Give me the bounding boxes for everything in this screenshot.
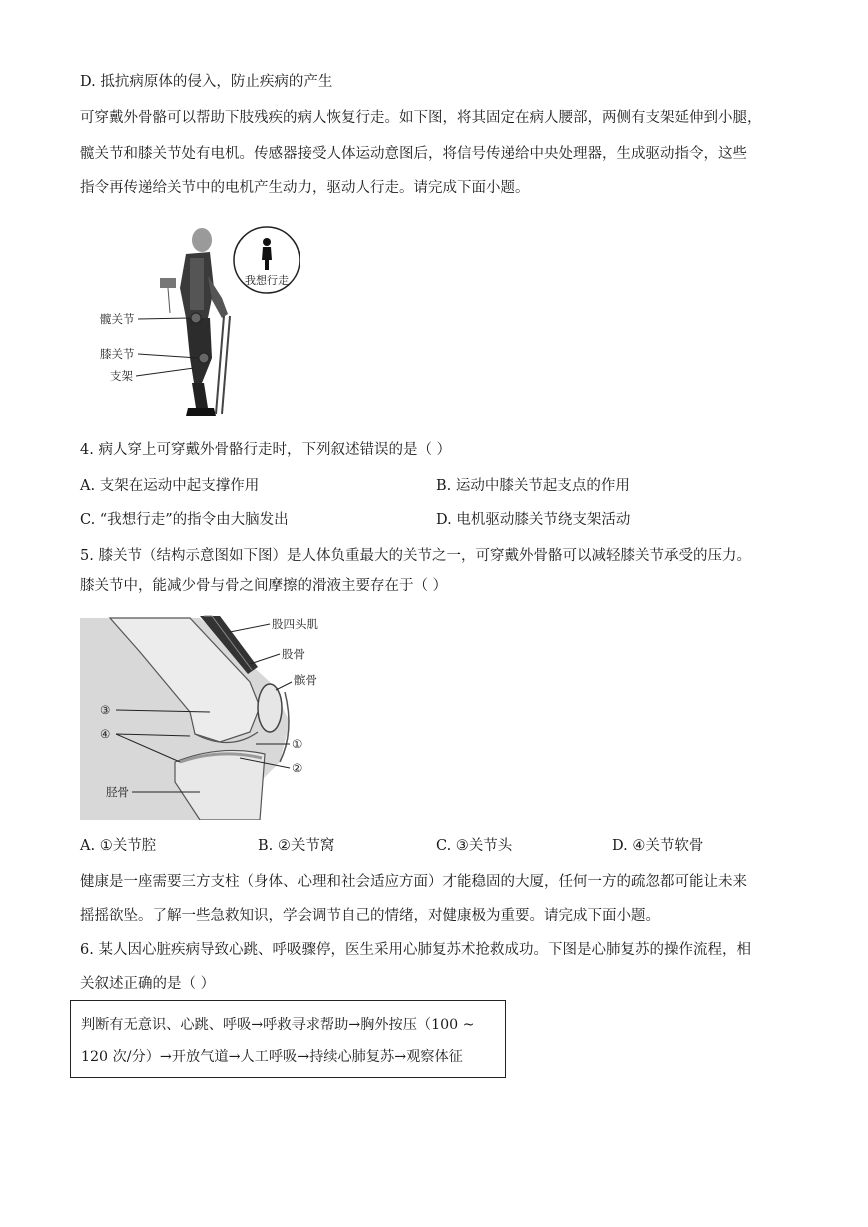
patella-bone <box>258 684 282 732</box>
label-hip: 髋关节 <box>100 312 135 326</box>
q5-option-b: B. ②关节窝 <box>258 838 335 854</box>
label-patella: 髌骨 <box>294 673 317 687</box>
question-4: 4. 病人穿上可穿戴外骨骼行走时，下列叙述错误的是（ ） <box>80 442 452 458</box>
q5-option-d: D. ④关节软骨 <box>612 838 704 854</box>
question-5-line-1: 5. 膝关节（结构示意图如下图）是人体负重最大的关节之一，可穿戴外骨骼可以减轻膝关节承受的压力。 <box>80 548 751 564</box>
passage-6-line-1: 健康是一座需要三方支柱（身体、心理和社会适应方面）才能稳固的大厦，任何一方的疏忽都可能让未来 <box>80 874 747 890</box>
label-support: 支架 <box>110 369 133 383</box>
label-knee: 膝关节 <box>100 347 135 361</box>
bubble-text: 我想行走 <box>245 274 289 287</box>
knee-motor <box>199 353 209 363</box>
person-head <box>192 228 212 252</box>
crutch <box>216 316 230 414</box>
q4-option-c: C. “我想行走”的指令由大脑发出 <box>80 512 289 528</box>
option-d-prev: D. 抵抗病原体的侵入，防止疾病的产生 <box>80 74 333 90</box>
flow-line-2: 120 次/分）→开放气道→人工呼吸→持续心肺复苏→观察体征 <box>81 1049 463 1065</box>
q4-option-b: B. 运动中膝关节起支点的作用 <box>436 478 630 494</box>
q4-option-a: A. 支架在运动中起支撑作用 <box>80 478 260 494</box>
q5-option-a: A. ①关节腔 <box>80 838 157 854</box>
label-tibia: 胫骨 <box>106 785 129 799</box>
person-shoes <box>186 408 216 416</box>
knee-joint-figure <box>80 612 340 820</box>
label-num1: ① <box>292 737 303 751</box>
label-num3: ③ <box>100 703 111 717</box>
person-icon-head <box>263 238 271 246</box>
q5-option-c: C. ③关节头 <box>436 838 513 854</box>
hip-motor <box>191 313 201 323</box>
question-6-line-1: 6. 某人因心脏疾病导致心跳、呼吸骤停，医生采用心肺复苏术抢救成功。下图是心肺复苏的操作流程，相 <box>80 942 751 958</box>
backpack-controller <box>160 278 176 288</box>
question-5-line-2: 膝关节中，能减少骨与骨之间摩擦的滑液主要存在于（ ） <box>80 578 448 594</box>
label-num2: ② <box>292 761 303 775</box>
flow-line-1: 判断有无意识、心跳、呼吸→呼救寻求帮助→胸外按压（100 ~ <box>81 1017 475 1033</box>
cpr-flow-box <box>70 1000 506 1078</box>
label-num4: ④ <box>100 727 111 741</box>
question-6-line-2: 关叙述正确的是（ ） <box>80 976 216 992</box>
exoskeleton-figure <box>100 218 300 423</box>
passage-6-line-2: 摇摇欲坠。了解一些急救知识，学会调节自己的情绪，对健康极为重要。请完成下面小题。 <box>80 908 660 924</box>
q4-option-d: D. 电机驱动膝关节绕支架活动 <box>436 512 631 528</box>
person-legs <box>186 318 212 383</box>
passage-line-1: 可穿戴外骨骼可以帮助下肢残疾的病人恢复行走。如下图，将其固定在病人腰部，两侧有支架延伸到小腿， <box>80 110 762 126</box>
passage-line-3: 指令再传递给关节中的电机产生动力，驱动人行走。请完成下面小题。 <box>80 180 530 196</box>
label-quadriceps: 股四头肌 <box>272 617 318 631</box>
label-femur: 股骨 <box>282 647 305 661</box>
passage-line-2: 髋关节和膝关节处有电机。传感器接受人体运动意图后，将信号传递给中央处理器，生成驱动指令，这些 <box>80 146 747 162</box>
